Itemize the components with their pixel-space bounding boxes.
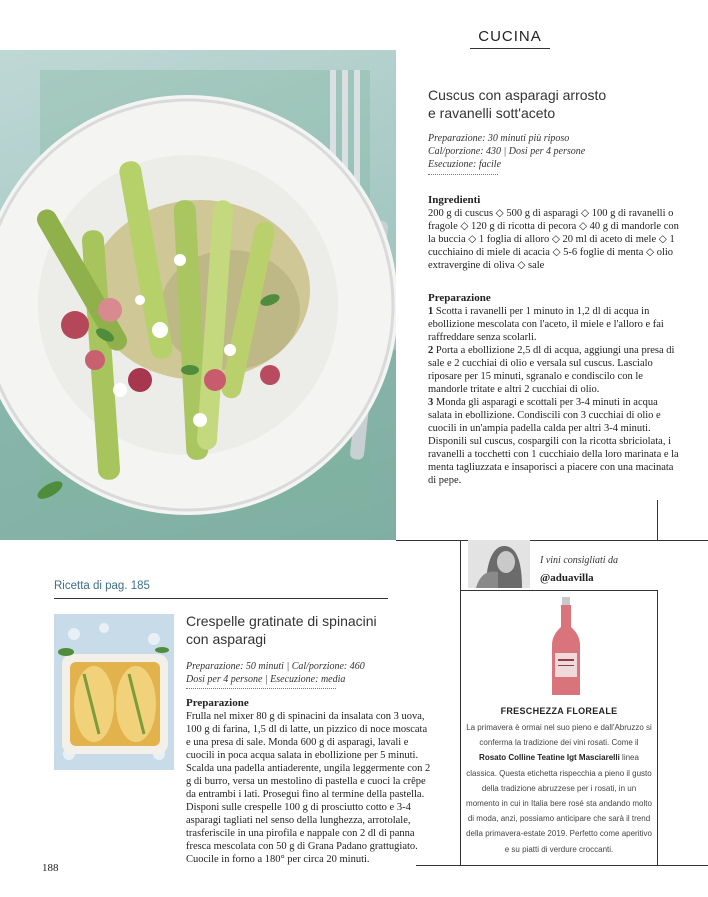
meta-divider [186,688,336,689]
advisor-handle: @aduavilla [540,572,594,584]
step-text: Porta a ebollizione 2,5 dl di acqua, aggiungi una presa di sale e 2 cucchiai di olio e versala sul cuscus. Lascialo riposare per 15 minuti, sgranalo e condiscilo con le mandorle tritate e altri 2 cucchiai di olio. [428,345,675,395]
recipe-meta [428,132,688,171]
wine-box-border [657,590,658,866]
author-avatar [468,540,530,588]
preparation-heading: Preparazione [186,697,249,709]
recipe-title-line: Crespelle gratinate di spinacini [186,613,377,629]
reference-divider [54,598,388,599]
section-divider [396,540,708,541]
recipe-title [186,612,416,648]
wine-name: Rosato Colline Teatine Igt Masciarelli [479,753,620,763]
wine-box-border [460,540,461,866]
step-text: Monda gli asparagi e scottali per 3-4 minuti in acqua salata in ebollizione. Condiscili con 3 cucchiai di olio e cuocili in un'ampia padella calda per altri 3-4 minuti. Disponili sul cuscus, cospargili con la ricotta sbriciolata, i ravanelli a tocchetti con 1 cucchiaio della loro marinata e la menta tagliuzzata e insaporisci a piacere con una macinata di pepe. [428,397,679,486]
preparation-step [428,305,684,344]
preparation-steps [428,305,684,487]
meta-divider [428,174,498,175]
recipe-title-line: e ravanelli sott'aceto [428,105,556,121]
section-rule [470,48,550,49]
column-divider [657,500,658,540]
step-number: 1 [428,306,434,317]
recipe-meta [186,660,416,686]
wine-title: FRESCHEZZA FLOREALE [500,706,618,716]
main-dish-photo [0,50,396,540]
preparation-step [428,396,684,487]
advisor-label: I vini consigliati da [540,555,619,566]
step-number: 3 [428,397,434,408]
meta-line: Dosi per 4 persone | Esecuzione: media [186,674,346,685]
main-dish-illustration [0,50,396,540]
page-number: 188 [42,862,59,874]
wine-bottle-icon [548,597,584,697]
meta-line: Cal/porzione: 430 | Dosi per 4 persone [428,146,586,157]
meta-line: Preparazione: 30 minuti più riposo [428,133,570,144]
recipe-title-line: con asparagi [186,631,267,647]
recipe-title-line: Cuscus con asparagi arrosto [428,87,607,103]
wine-text-part: La primavera è ormai nel suo pieno e dall'Abruzzo si conferma la tradizione dei vini rosati. Come il [466,723,652,748]
wine-bottle-image [548,597,584,697]
ingredients-heading: Ingredienti [428,194,481,206]
meta-line: Preparazione: 50 minuti | Cal/porzione: 460 [186,661,365,672]
crepes-dish-illustration [54,614,174,770]
preparation-step [428,344,684,396]
step-text: Scotta i ravanelli per 1 minuto in 1,2 dl di acqua in ebollizione mescolata con l'aceto, il miele e l'alloro e fai raffreddare senza scolarli. [428,306,664,343]
wine-description [466,720,652,857]
crepes-dish-photo [54,614,174,770]
preparation-text: Frulla nel mixer 80 g di spinacini da insalata con 3 uova, 100 g di farina, 1,5 dl di latte, un pizzico di noce moscata e una presa di sale. Monda 600 g di asparagi, lavali e cuocili in poca acqua salata in ebollizione per 5 minuti. Scalda una padella antiaderente, ungila leggermente con 2 g di burro, versa un mestolino di pastella e cuoci la crêpe da entrambi i lati. Prosegui fino al termine della pastella. Disponi sulle crespelle 100 g di prosciutto cotto e 3-4 asparagi tagliati nel senso della lunghezza, arrotolale, trasferiscile in una pirofila e nappale con 2 dl di panna fresca mescolata con 50 g di Grana Padano grattugiato. Cuocile in forno a 180° per circa 20 minuti. [186,711,431,865]
preparation-heading: Preparazione [428,292,491,304]
section-label: CUCINA [478,28,542,45]
recipe-page-reference: Ricetta di pag. 185 [54,580,150,592]
step-number: 2 [428,345,434,356]
wine-text-part: linea classica. Questa etichetta rispecchia a pieno il gusto della tradizione abruzzese per i rosati, in un momento in cui in Italia bere rosé sta andando molto di moda, anzi, possiamo anticipare che sarà il trend della primavera-estate 2019. Perfetto come aperitivo e su piatti di verdure croccanti. [466,753,652,854]
meta-line: Esecuzione: facile [428,159,502,170]
wine-box-border [416,865,708,866]
ingredients-text: 200 g di cuscus ◇ 500 g di asparagi ◇ 100 g di ravanelli o fragole ◇ 120 g di ricotta di pecora ◇ 40 g di mandorle con la buccia ◇ 1 foglia di alloro ◇ 20 ml di aceto di mele ◇ 1 cucchiaino di miele di acacia ◇ 5-6 foglie di menta ◇ olio extravergine di oliva ◇ sale [428,208,679,271]
advisor-divider [460,590,658,591]
recipe-title [428,86,678,122]
